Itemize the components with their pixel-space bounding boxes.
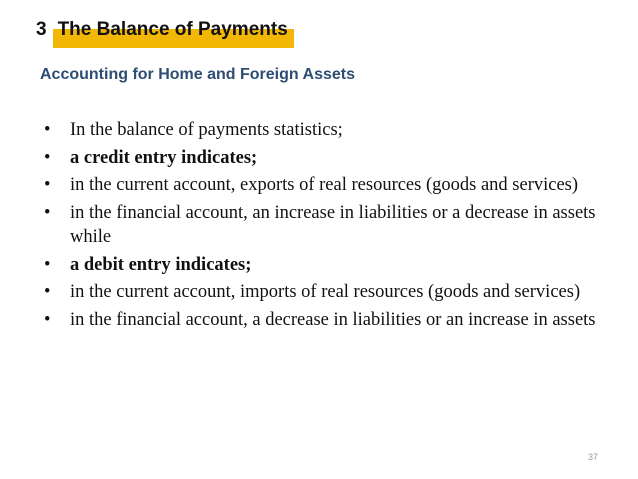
bullet-text: a debit entry indicates;	[70, 254, 252, 275]
bullet-item	[44, 146, 604, 171]
bullet-text: in the financial account, a decrease in liabilities or an increase in assets	[70, 309, 596, 330]
bullet-dot-icon: •	[44, 282, 51, 302]
bullet-dot-icon: •	[44, 147, 51, 168]
title-block	[55, 18, 291, 42]
bullet-text: a credit entry indicates;	[70, 147, 258, 168]
bullet-item	[44, 201, 604, 250]
bullet-item	[44, 280, 604, 305]
bullet-dot-icon: •	[44, 202, 51, 223]
section-number: 3	[36, 19, 47, 40]
bullet-item	[44, 118, 604, 143]
slide-header	[36, 18, 291, 48]
slide-subtitle: Accounting for Home and Foreign Assets	[40, 66, 355, 83]
bullet-text: in the current account, imports of real resources (goods and services)	[70, 282, 581, 302]
bullet-text: in the financial account, an increase in liabilities or a decrease in assets while	[70, 202, 596, 247]
bullet-dot-icon: •	[44, 175, 51, 195]
bullet-item	[44, 308, 604, 333]
bullet-list	[44, 118, 604, 335]
slide-title: The Balance of Payments	[57, 19, 288, 40]
bullet-text: In the balance of payments statistics;	[70, 120, 343, 140]
bullet-dot-icon: •	[44, 309, 51, 330]
bullet-text: in the current account, exports of real resources (goods and services)	[70, 175, 579, 195]
bullet-item	[44, 253, 604, 278]
bullet-dot-icon: •	[44, 254, 51, 275]
bullet-dot-icon: •	[44, 120, 51, 140]
bullet-item	[44, 173, 604, 198]
page-number: 37	[588, 452, 599, 462]
